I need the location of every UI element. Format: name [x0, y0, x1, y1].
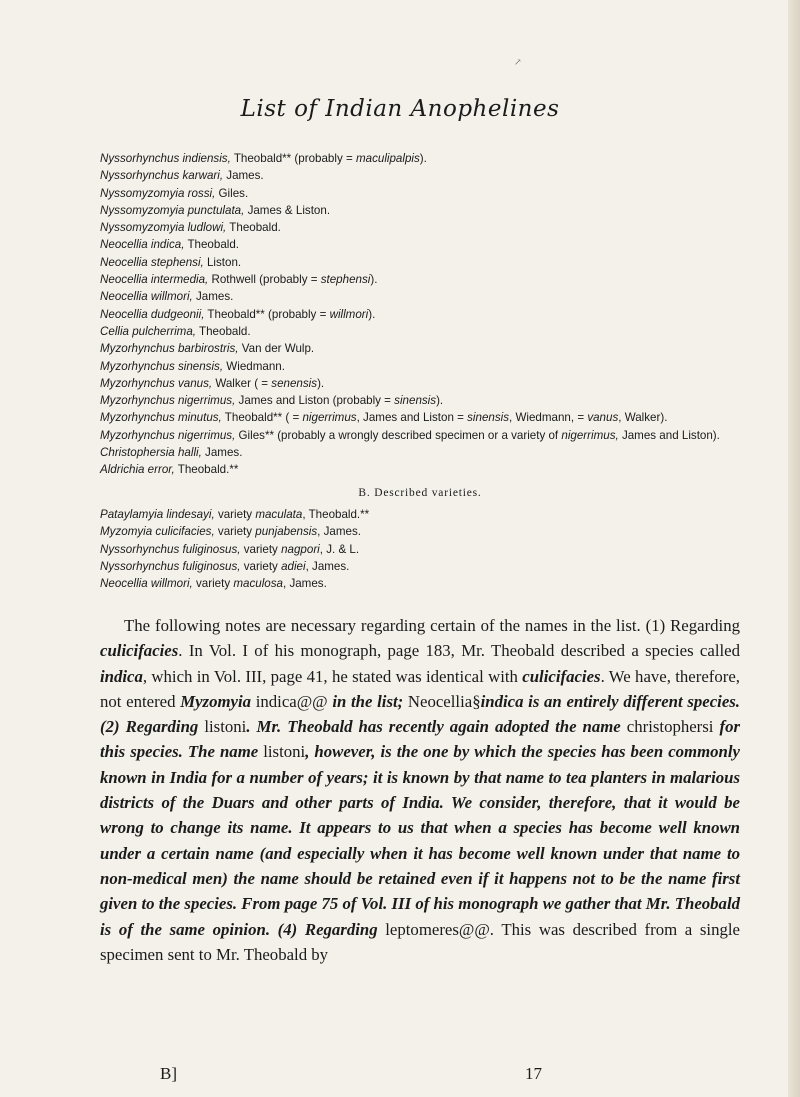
species-authority: James and Liston (probably = — [235, 394, 395, 408]
list-entry — [100, 375, 740, 392]
body-paragraph: The following notes are necessary regarding certain of the names in the list. (1) Regarding culicifacies. In Vol. I of his monograph, page 183, Mr. Theobald described a species called indica, which in Vol. III, page 41, he stated was identical with culicifacies. We have, therefore, not entered Myzomyia indica@@ in the list; Neocellia§indica is an entirely different species. (2) Regarding listoni. Mr. Theobald has recently again adopted the name christophersi for this species. The name listoni, however, is the one by which the species has been commonly known in India for a number of years; it is known by that name to tea planters in malarious districts of the Duars and other parts of India. We consider, therefore, that it would be wrong to change its name. It appears to us that when a species has become well known under a certain name (and especially when it has become well known under that name to non-medical men) the name should be retained even if it happens not to be the name first given to the species. From page 75 of Vol. III of his monograph we gather that Mr. Theobald is of the same opinion. (4) Regarding leptomeres@@. This was described from a single specimen sent to Mr. Theobald by — [100, 616, 740, 964]
species-authority: variety — [240, 559, 282, 573]
species-name: Neocellia stephensi, — [100, 255, 204, 269]
list-entry — [100, 506, 740, 523]
species-name: Neocellia indica, — [100, 238, 185, 252]
species-authority: variety — [192, 577, 234, 591]
synonym-name: adiei — [281, 559, 306, 573]
species-authority: James. — [192, 290, 234, 304]
body-text — [100, 613, 740, 967]
species-name: Myzorhynchus nigerrimus, — [100, 394, 236, 408]
entry-suffix: ). — [370, 273, 378, 287]
species-name: Nyssorhynchus fuliginosus, — [100, 559, 241, 573]
entry-suffix: ). — [368, 307, 376, 321]
species-authority: Liston. — [203, 255, 242, 269]
synonym-name: nagpori — [281, 542, 320, 556]
list-entry — [100, 575, 740, 592]
synonym-name: maculipalpis — [355, 152, 420, 165]
list-entry — [100, 340, 740, 357]
section-heading: B. Described varieties. — [358, 486, 482, 499]
entry-suffix: ). — [317, 376, 325, 390]
synonym-name: senensis — [271, 376, 318, 390]
page-number: 17 — [525, 1064, 542, 1083]
entry-suffix: ). — [419, 152, 427, 165]
entry-suffix: , J. & L. — [319, 542, 360, 556]
synonym-name: punjabensis — [255, 525, 318, 539]
species-name: Neocellia willmori, — [100, 577, 193, 591]
species-name: Nyssomyzomyia rossi, — [100, 186, 216, 200]
species-name: Myzorhynchus sinensis, — [100, 359, 224, 373]
species-authority: Theobald** (probably = — [230, 152, 356, 165]
list-entry — [100, 271, 740, 288]
list-entry — [100, 254, 740, 271]
species-authority: Giles. — [215, 186, 249, 200]
species-authority: Rothwell (probably = — [208, 273, 321, 287]
list-entry — [100, 523, 740, 540]
species-name: Neocellia dudgeonii, — [100, 307, 205, 321]
synonym-name: maculosa — [233, 577, 283, 591]
synonym-name: sinensis — [394, 394, 437, 408]
list-entry — [100, 288, 740, 305]
list-entry — [100, 541, 740, 558]
list-entry — [100, 461, 740, 478]
species-authority: variety — [214, 525, 256, 539]
species-name: Christophersia halli, — [100, 446, 202, 460]
synonym-name: stephensi — [320, 273, 371, 287]
species-authority: James. — [223, 169, 264, 183]
list-entry — [100, 306, 740, 323]
list-entry — [100, 219, 740, 236]
entry-suffix: , Theobald.** — [302, 507, 370, 521]
ink-mark: ↗ — [514, 58, 522, 68]
entry-suffix: , James. — [283, 577, 327, 591]
species-authority: variety — [214, 507, 256, 521]
page-edge-shadow — [788, 0, 800, 1097]
list-entry — [100, 392, 740, 409]
species-name: Pataylamyia lindesayi, — [100, 507, 215, 521]
signature-mark: B] — [160, 1064, 177, 1083]
species-name: Nyssorhynchus indiensis, — [100, 152, 231, 165]
species-authority: Theobald.** — [174, 463, 239, 477]
list-entry — [100, 444, 740, 461]
species-name: Neocellia willmori, — [100, 290, 193, 304]
species-authority: Theobald. — [196, 324, 251, 338]
species-name: Nyssorhynchus karwari, — [100, 169, 224, 183]
species-authority: James. — [201, 446, 243, 460]
species-authority: Walker ( = — [212, 376, 272, 390]
synonym-name: willmori — [329, 307, 369, 321]
species-authority: Theobald** (probably = — [204, 307, 330, 321]
list-entry — [100, 236, 740, 253]
species-authority: Wiedmann. — [223, 359, 285, 373]
list-entry — [100, 202, 740, 219]
species-name: Myzorhynchus barbirostris, — [100, 342, 239, 356]
entry-suffix: , James. — [305, 559, 350, 573]
list-entry — [100, 185, 740, 202]
synonym-name: maculata — [255, 507, 303, 521]
list-entry — [100, 323, 740, 340]
species-name: Neocellia intermedia, — [100, 273, 209, 287]
list-entry — [100, 558, 740, 575]
species-name: Cellia pulcherrima, — [100, 324, 197, 338]
species-name: Nyssorhynchus fuliginosus, — [100, 542, 241, 556]
species-name: Nyssomyzomyia ludlowi, — [100, 221, 227, 235]
list-entry: Myzorhynchus minutus, Theobald** ( = nigerrimus, James and Liston = sinensis, Wiedmann, = vanus, Walker). — [100, 411, 668, 425]
list-entry — [100, 358, 740, 375]
species-authority: Van der Wulp. — [238, 342, 315, 356]
running-head: List of Indian Anophelines — [240, 96, 560, 122]
species-authority: Theobald. — [184, 238, 240, 252]
species-authority: James & Liston. — [244, 203, 331, 217]
species-name: Myzorhynchus vanus, — [100, 376, 213, 390]
list-entry: Myzorhynchus nigerrimus, Giles** (probably a wrongly described specimen or a variety of nigerrimus, James and Liston). — [100, 428, 720, 442]
list-entry — [100, 150, 740, 167]
entry-suffix: ). — [436, 394, 444, 408]
species-name: Aldrichia error, — [100, 463, 175, 477]
species-authority: variety — [240, 542, 282, 556]
species-list — [100, 150, 740, 592]
list-entry — [100, 167, 740, 184]
entry-suffix: , James. — [317, 525, 361, 539]
species-name: Nyssomyzomyia punctulata, — [100, 203, 245, 217]
species-name: Myzomyia culicifacies, — [100, 525, 215, 539]
species-authority: Theobald. — [226, 221, 281, 235]
